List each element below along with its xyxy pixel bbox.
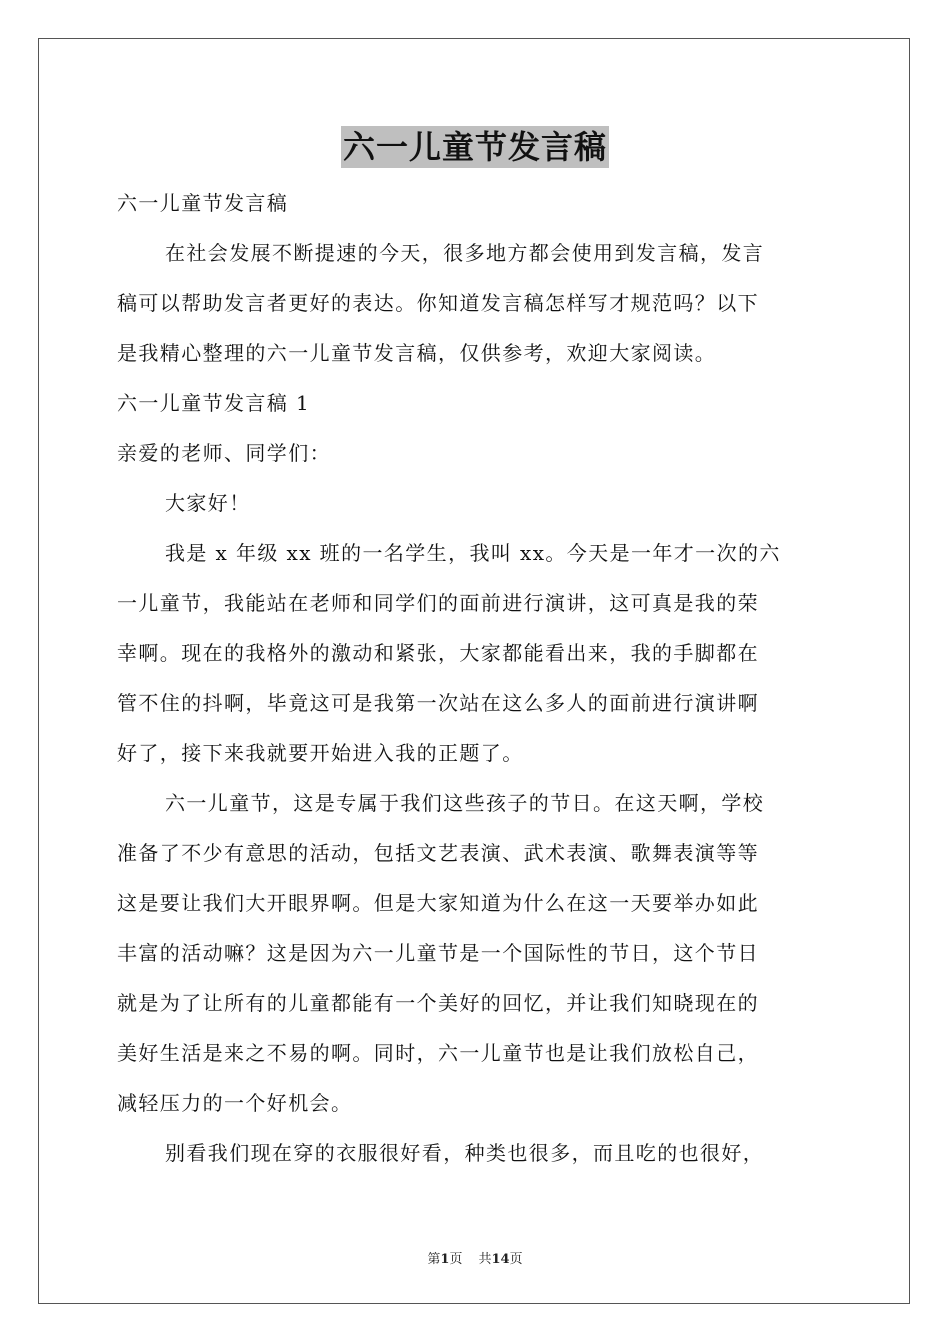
- paragraph-line: 幸啊。现在的我格外的激动和紧张，大家都能看出来，我的手脚都在: [117, 641, 759, 665]
- section-heading: 六一儿童节发言稿 1: [117, 391, 311, 415]
- paragraph-line: 稿可以帮助发言者更好的表达。你知道发言稿怎样写才规范吗？以下: [117, 291, 759, 315]
- paragraph-line: 一儿童节，我能站在老师和同学们的面前进行演讲，这可真是我的荣: [117, 591, 759, 615]
- document-body: [117, 178, 833, 1178]
- paragraph-line: 六一儿童节发言稿: [117, 191, 289, 215]
- paragraph-line: 就是为了让所有的儿童都能有一个美好的回忆，并让我们知晓现在的: [117, 991, 759, 1015]
- page-footer: [0, 1248, 950, 1267]
- paragraph-line: 是我精心整理的六一儿童节发言稿，仅供参考，欢迎大家阅读。: [117, 341, 717, 365]
- total-pages: 共14页: [478, 1252, 523, 1267]
- title-container: [0, 126, 950, 168]
- paragraph-line: 别看我们现在穿的衣服很好看，种类也很多，而且吃的也很好，: [165, 1141, 765, 1165]
- paragraph-line: 丰富的活动嘛？这是因为六一儿童节是一个国际性的节日，这个节日: [117, 941, 759, 965]
- paragraph-line: 美好生活是来之不易的啊。同时，六一儿童节也是让我们放松自己，: [117, 1041, 759, 1065]
- page-number: 第1页: [427, 1252, 463, 1267]
- document-title: 六一儿童节发言稿: [342, 128, 607, 166]
- paragraph-line: 这是要让我们大开眼界啊。但是大家知道为什么在这一天要举办如此: [117, 891, 759, 915]
- paragraph-line: 六一儿童节，这是专属于我们这些孩子的节日。在这天啊，学校: [165, 791, 765, 815]
- paragraph-line: 我是 x 年级 xx 班的一名学生，我叫 xx。今天是一年才一次的六: [165, 541, 781, 565]
- paragraph-line: 在社会发展不断提速的今天，很多地方都会使用到发言稿，发言: [165, 241, 765, 265]
- salutation-line: 亲爱的老师、同学们：: [117, 441, 331, 465]
- greeting-line: 大家好！: [165, 491, 251, 515]
- paragraph-line: 管不住的抖啊，毕竟这可是我第一次站在这么多人的面前进行演讲啊: [117, 691, 759, 715]
- paragraph-line: 准备了不少有意思的活动，包括文艺表演、武术表演、歌舞表演等等: [117, 841, 759, 865]
- paragraph-line: 减轻压力的一个好机会。: [117, 1091, 353, 1115]
- paragraph-line: 好了，接下来我就要开始进入我的正题了。: [117, 741, 524, 765]
